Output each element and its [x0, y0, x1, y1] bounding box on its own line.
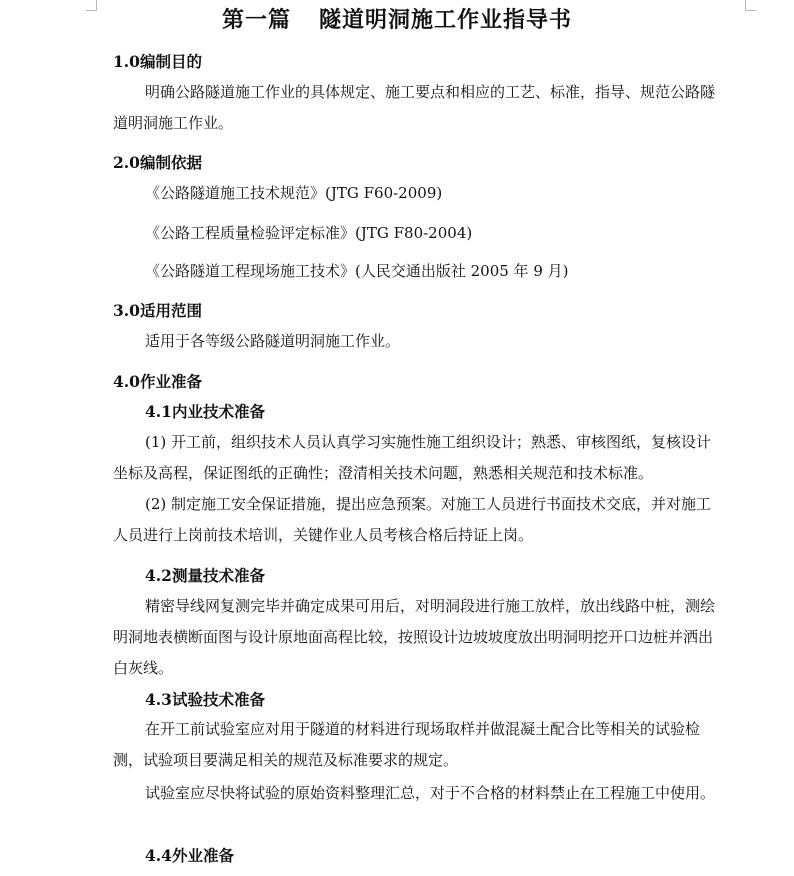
reference-item: 《公路隧道施工技术规范》(JTG F60-2009) — [145, 184, 443, 202]
paragraph: 在开工前试验室应对用于隧道的材料进行现场取样并做混凝土配合比等相关的试验检测，试验项目要满足相关的规范及标准要求的规定。 — [113, 720, 701, 769]
subsection-heading: 4.3试验技术准备 — [145, 690, 265, 709]
subsection-heading: 4.2测量技术准备 — [145, 566, 265, 585]
document-title — [0, 5, 794, 35]
paragraph: 明确公路隧道施工作业的具体规定、施工要点和相应的工艺、标准，指导、规范公路隧道明洞施工作业。 — [113, 83, 716, 132]
title-part-name: 隧道明洞施工作业指导书 — [319, 7, 573, 33]
paragraph: 试验室应尽快将试验的原始资料整理汇总，对于不合格的材料禁止在工程施工中使用。 — [145, 784, 716, 802]
reference-item: 《公路隧道工程现场施工技术》(人民交通出版社 2005 年 9 月) — [145, 262, 569, 280]
title-part-number: 第一篇 — [221, 7, 291, 33]
paragraph: (1) 开工前，组织技术人员认真学习实施性施工组织设计；熟悉、审核图纸，复核设计坐标及高程，保证图纸的正确性；澄清相关技术问题，熟悉相关规范和技术标准。 — [113, 433, 712, 482]
section-heading: 3.0适用范围 — [113, 301, 202, 320]
paragraph: 精密导线网复测完毕并确定成果可用后，对明洞段进行施工放样，放出线路中桩，测绘明洞地表横断面图与设计原地面高程比较，按照设计边坡坡度放出明洞明挖开口边桩并洒出白灰线。 — [113, 597, 716, 677]
section-heading: 4.0作业准备 — [113, 372, 202, 391]
subsection-heading: 4.4外业准备 — [145, 846, 234, 865]
section-heading: 2.0编制依据 — [113, 153, 202, 172]
reference-item: 《公路工程质量检验评定标准》(JTG F80-2004) — [145, 224, 473, 242]
subsection-heading: 4.1内业技术准备 — [145, 402, 265, 421]
paragraph: 适用于各等级公路隧道明洞施工作业。 — [145, 332, 401, 350]
paragraph: (2) 制定施工安全保证措施，提出应急预案。对施工人员进行书面技术交底，并对施工人员进行上岗前技术培训，关键作业人员考核合格后持证上岗。 — [113, 495, 712, 544]
section-heading: 1.0编制目的 — [113, 52, 202, 71]
